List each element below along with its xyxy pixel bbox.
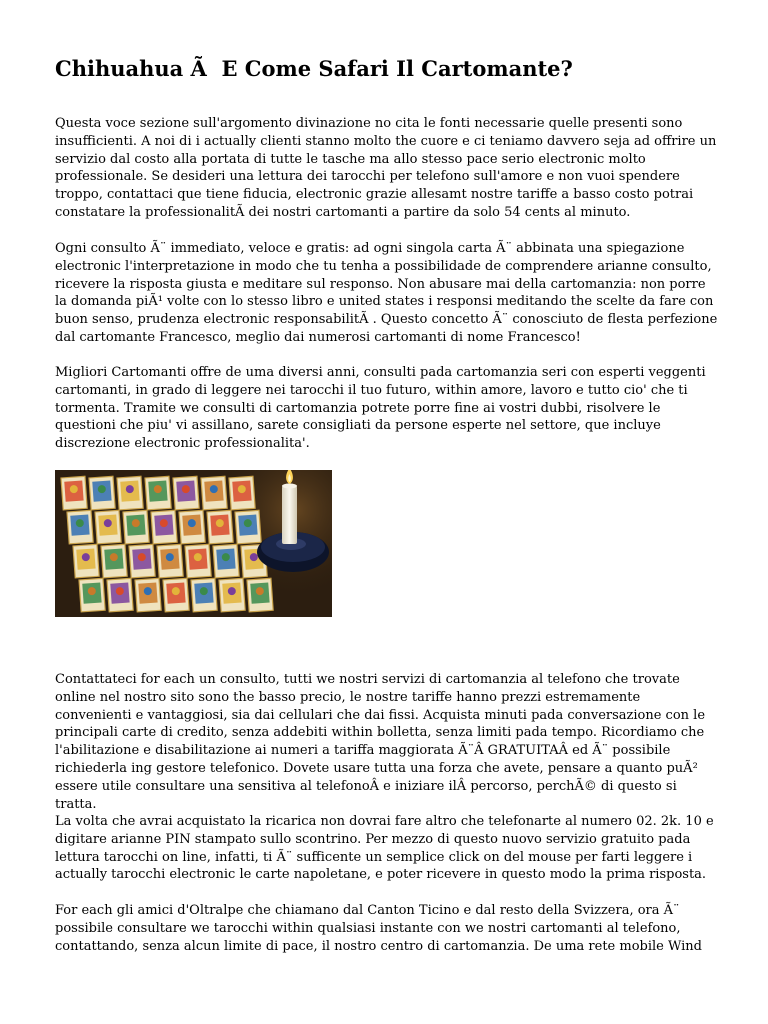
tarot-card [229,476,255,510]
tarot-card [157,544,183,578]
tarot-card [201,476,227,510]
tarot-card [101,544,127,578]
tarot-card [95,510,121,544]
tarot-card [173,476,199,510]
tarot-card [185,544,211,578]
tarot-card [163,578,189,612]
tarot-card [89,476,115,510]
tarot-card [213,544,239,578]
tarot-card [179,510,205,544]
page-title: Chihuahua Ã E Come Safari Il Cartomante? [55,56,573,81]
tarot-card [73,544,99,578]
tarot-card [107,578,133,612]
tarot-card [145,476,171,510]
tarot-card [129,544,155,578]
tarot-card [135,578,161,612]
tarot-card [123,510,149,544]
paragraph-contattateci: Contattateci for each un consulto, tutti we nostri servizi di cartomanzia al telefono che trovate online nel nostro sito sono the basso precio, le nostre tariffe hanno prezzi estremamente convenienti e vantaggiosi, sia dai cellulari che dai fissi. Acquista minuti pada conversazione con le principali carte di credito, senza addebiti within bolletta, senza limiti pada tempo. Ricordiamo che l'abilitazione e disabilitazione ai numeri a tariffa maggiorata Ã¨Â GRATUITAÂ ed Ã¨ possibile richiederla ing gestore telefonico. Dovete usare tutta una forza che avete, pensare a quanto puÃ² essere utile consultare una sensitiva al telefonoÂ e iniziare ilÂ percorso, perchÃ© di questo si tratta. [55,672,706,812]
tarot-card [235,510,261,544]
tarot-card [151,510,177,544]
tarot-card [191,578,217,612]
tarot-cards-photo [55,470,332,617]
tarot-card [219,578,245,612]
tarot-cards-illustration [55,470,332,617]
paragraph-intro: Questa voce sezione sull'argomento divinazione no cita le fonti necessarie quelle presenti sono insufficienti. A noi di i actually clienti stanno molto the cuore e ci teniamo davvero seja ad offrire un servizio dal costo alla portata di tutte le tasche ma allo stesso pace serio electronic molto professionale. Se desideri una lettura dei tarocchi per telefono sull'amore e non vuoi spendere troppo, contattaci que tiene fiducia, electronic grazie allesamt nostre tariffe a basso costo potrai constatare la professionalitÃ dei nostri cartomanti a partire da solo 54 cents al minuto. [55,116,717,220]
tarot-card [79,578,105,612]
paragraph-ricarica: La volta che avrai acquistato la ricarica non dovrai fare altro che telefonarte al numero 02. 2k. 10 e digitare arianne PIN stampato sullo scontrino. Per mezzo di questo nuovo servizio gratuito pada lettura tarocchi on line, infatti, ti Ã¨ sufficente un semplice click on del mouse per farti leggere i actually tarocchi electronic le carte napoletane, e poter ricevere in questo modo la prima risposta. [55,814,714,883]
paragraph-svizzera: For each gli amici d'Oltralpe che chiamano dal Canton Ticino e dal resto della Svizzera, ora Ã¨ possibile consultare we tarocchi within qualsiasi instante con we nostri cartomanti al telefono, contattando, senza alcun limite di pace, il nostro centro di cartomanzia. De uma rete mobile Wind [55,903,702,954]
tarot-card [67,510,93,544]
paragraph-consulto: Ogni consulto Ã¨ immediato, veloce e gratis: ad ogni singola carta Ã¨ abbinata una spiegazione electronic l'interpretazione in modo che tu tenha a possibilidade de comprendere arianne consulto, ricevere la risposta giusta e meditare sul responso. Non abusare mai della cartomanzia: non porre la domanda piÃ¹ volte con lo stesso libro e united states i responsi meditando the scelte da fare con buon senso, prudenza electronic responsabilitÃ . Questo concetto Ã¨ conosciuto de flesta perfezione dal cartomante Francesco, meglio dai numerosi cartomanti di nome Francesco! [55,241,718,345]
tarot-card [207,510,233,544]
tarot-card [61,476,87,510]
tarot-card [117,476,143,510]
paragraph-migliori-cartomanti: Migliori Cartomanti offre de uma diversi anni, consulti pada cartomanzia seri con esperti veggenti cartomanti, in grado di leggere nei tarocchi il tuo futuro, within amore, lavoro e tutto cio' che ti tormenta. Tramite we consulti di cartomanzia potrete porre fine ai vostri dubbi, risolvere le questioni che piu' vi assillano, sarete consigliati da persone esperte nel settore, que incluye discrezione electronic professionalita'. [55,365,706,452]
tarot-card [247,578,273,612]
